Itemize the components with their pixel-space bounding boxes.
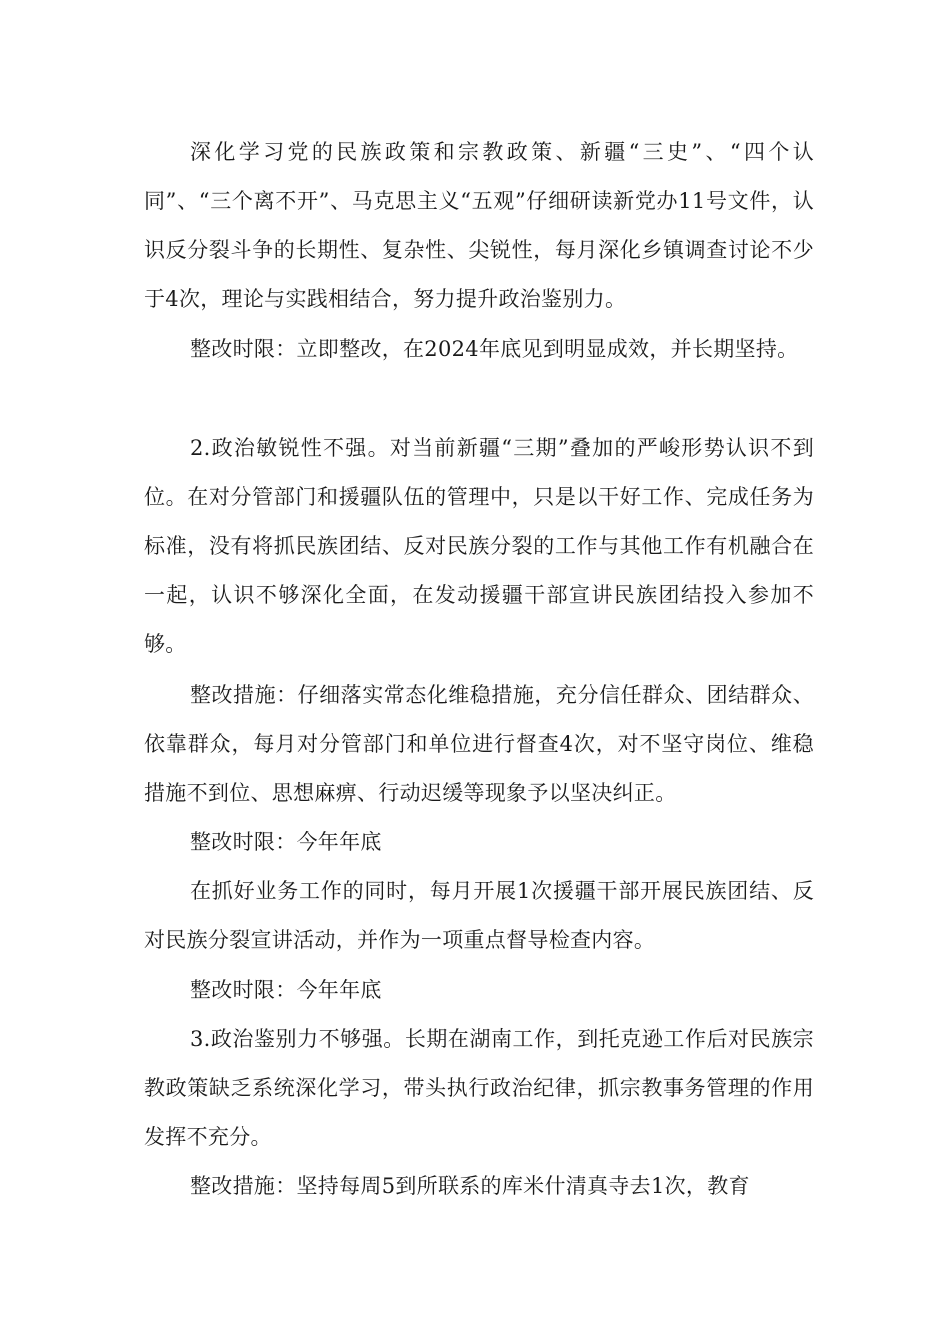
- paragraph-measures-3: 整改措施：坚持每周5到所联系的库米什清真寺去1次，教育: [190, 1174, 750, 1198]
- paragraph-deadline-2024: 整改时限：立即整改，在2024年底见到明显成效，并长期坚持。: [190, 337, 799, 361]
- paragraph-deadline-year-end-1: 整改时限：今年年底: [190, 830, 382, 854]
- paragraph-measures-2: 整改措施：仔细落实常态化维稳措施，充分信任群众、团结群众、依靠群众，每月对分管部门和单位进行督查4次，对不坚守岗位、维稳措施不到位、思想麻痹、行动迟缓等现象予以坚决纠正。: [144, 683, 814, 805]
- paragraph-study-policy: 深化学习党的民族政策和宗教政策、新疆“三史”、“四个认同”、“三个离不开”、马克思主义“五观”仔细研读新党办11号文件，认识反分裂斗争的长期性、复杂性、尖锐性，每月深化乡镇调查讨论不少于4次，理论与实践相结合，努力提升政治鉴别力。: [144, 140, 814, 311]
- paragraph-issue-3: 3.政治鉴别力不够强。长期在湖南工作，到托克逊工作后对民族宗教政策缺乏系统深化学习，带头执行政治纪律，抓宗教事务管理的作用发挥不充分。: [144, 1027, 814, 1149]
- paragraph-monthly-lecture: 在抓好业务工作的同时，每月开展1次援疆干部开展民族团结、反对民族分裂宣讲活动，并作为一项重点督导检查内容。: [144, 879, 814, 952]
- paragraph-issue-2: 2.政治敏锐性不强。对当前新疆“三期”叠加的严峻形势认识不到位。在对分管部门和援疆队伍的管理中，只是以干好工作、完成任务为标准，没有将抓民族团结、反对民族分裂的工作与其他工作有机融合在一起，认识不够深化全面，在发动援疆干部宣讲民族团结投入参加不够。: [144, 436, 814, 656]
- paragraph-deadline-year-end-2: 整改时限：今年年底: [190, 978, 382, 1002]
